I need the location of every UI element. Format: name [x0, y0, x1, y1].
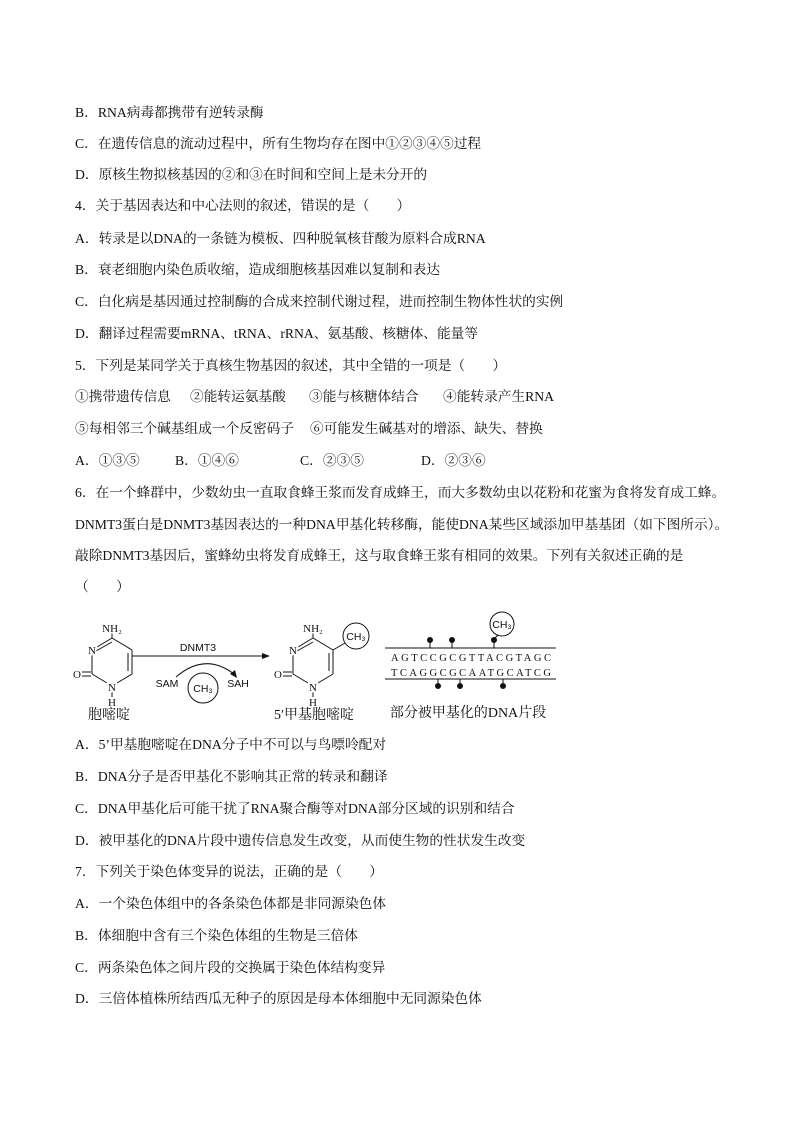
q5-item-5: ⑤每相邻三个碱基组成一个反密码子: [75, 421, 295, 436]
q6-stem-line-1: 6．在一个蜂群中，少数幼虫一直取食蜂王浆而发育成蜂王，而大多数幼虫以花粉和花蜜为食将发育成工蜂。: [75, 485, 726, 500]
q7-option-a: A．一个染色体组中的各条染色体都是非同源染色体: [75, 896, 387, 911]
q4-option-b: B．衰老细胞内染色质收缩，造成细胞核基因难以复制和表达: [75, 262, 441, 277]
methylcytosine-nh2-label: NH₂: [303, 623, 323, 635]
q7-option-c: C．两条染色体之间片段的交换属于染色体结构变异: [75, 960, 386, 975]
q6-stem-line-2: DNMT3蛋白是DNMT3基因表达的一种DNA甲基化转移酶，能使DNA某些区域添加甲基基团（如下图所示）。: [75, 517, 729, 532]
caption-dna-fragment: 部分被甲基化的DNA片段: [389, 706, 547, 721]
caption-cytosine: 胞嘧啶: [88, 708, 130, 723]
q5-item-4: ④能转录产生RNA: [443, 389, 555, 404]
methyl-markers-bottom: [436, 679, 506, 689]
q5-choice-d: D．②③⑥: [421, 453, 486, 468]
q5-stem: 5．下列是某同学关于真核生物基因的叙述，其中全错的一项是（ ）: [75, 358, 507, 373]
q4-option-d: D．翻译过程需要mRNA、tRNA、rRNA、氨基酸、核糖体、能量等: [75, 326, 479, 341]
q5-item-6: ⑥可能发生碱基对的增添、缺失、替换: [310, 421, 543, 436]
methylcytosine-n1-label: N: [309, 682, 317, 694]
q5-choice-c: C．②③⑤: [300, 453, 364, 468]
cytosine-structure: [82, 633, 132, 697]
cytosine-nh2-label: NH₂: [102, 623, 122, 635]
methylcytosine-ch3-label: CH₃: [346, 631, 366, 643]
q3-option-b: B．RNA病毒都携带有逆转录酶: [75, 105, 264, 120]
cofactor-curved-arrow: [176, 664, 237, 678]
q6-option-a: A．5’甲基胞嘧啶在DNA分子中不可以与鸟嘌呤配对: [75, 737, 387, 752]
q6-option-d: D．被甲基化的DNA片段中遗传信息发生改变，从而使生物的性状发生改变: [75, 833, 526, 848]
cytosine-n3-label: N: [88, 645, 96, 657]
q5-item-3: ③能与核糖体结合: [309, 389, 419, 404]
q4-stem: 4．关于基因表达和中心法则的叙述，错误的是（ ）: [75, 198, 411, 213]
cytosine-h-label: H: [108, 697, 116, 709]
dna-top-sequence: AGTCCGCGTTACGTAGC: [391, 653, 551, 664]
q4-option-c: C．白化病是基因通过控制酶的合成来控制代谢过程，进而控制生物体性状的实例: [75, 294, 564, 309]
q7-option-b: B．体细胞中含有三个染色体组的生物是三倍体: [75, 928, 358, 943]
q4-option-a: A．转录是以DNA的一条链为模板、四种脱氧核苷酸为原料合成RNA: [75, 231, 486, 246]
q6-option-c: C．DNA甲基化后可能干扰了RNA聚合酶等对DNA部分区域的识别和结合: [75, 801, 515, 816]
cytosine-n1-label: N: [108, 682, 116, 694]
enzyme-label: DNMT3: [179, 642, 217, 654]
methyl-group-label: CH₃: [193, 683, 213, 695]
dna-ch3-label: CH₃: [492, 619, 512, 631]
sam-label: SAM: [155, 678, 179, 690]
methyl-markers-top: [428, 638, 497, 649]
q6-stem-line-3: 敲除DNMT3基因后，蜜蜂幼虫将发育成蜂王，这与取食蜂王浆有相同的效果。下列有关叙述正确的是: [75, 548, 684, 563]
q5-item-2: ②能转运氨基酸: [190, 389, 286, 404]
methylcytosine-h-label: H: [309, 697, 317, 709]
sah-label: SAH: [227, 678, 249, 690]
q5-item-1: ①携带遗传信息: [75, 389, 171, 404]
caption-methylcytosine: 5′甲基胞嘧啶: [273, 708, 355, 723]
cytosine-o-label: O: [73, 669, 81, 681]
q5-choice-b: B．①④⑥: [175, 453, 239, 468]
q3-option-c: C．在遗传信息的流动过程中，所有生物均存在图中①②③④⑤过程: [75, 136, 482, 151]
q6-stem-line-4: （ ）: [75, 579, 130, 594]
q7-stem: 7．下列关于染色体变异的说法，正确的是（ ）: [75, 864, 383, 879]
methylcytosine-o-label: O: [274, 669, 282, 681]
q6-option-b: B．DNA分子是否甲基化不影响其正常的转录和翻译: [75, 769, 388, 784]
dna-methylation-figure: [0, 600, 600, 725]
q3-option-d: D．原核生物拟核基因的②和③在时间和空间上是未分开的: [75, 167, 428, 182]
methylcytosine-n3-label: N: [289, 645, 297, 657]
q5-choice-a: A．①③⑤: [75, 453, 140, 468]
q7-option-d: D．三倍体植株所结西瓜无种子的原因是母本体细胞中无同源染色体: [75, 991, 482, 1006]
dna-bottom-sequence: TCAGGCGCAATGCATCG: [391, 668, 551, 679]
